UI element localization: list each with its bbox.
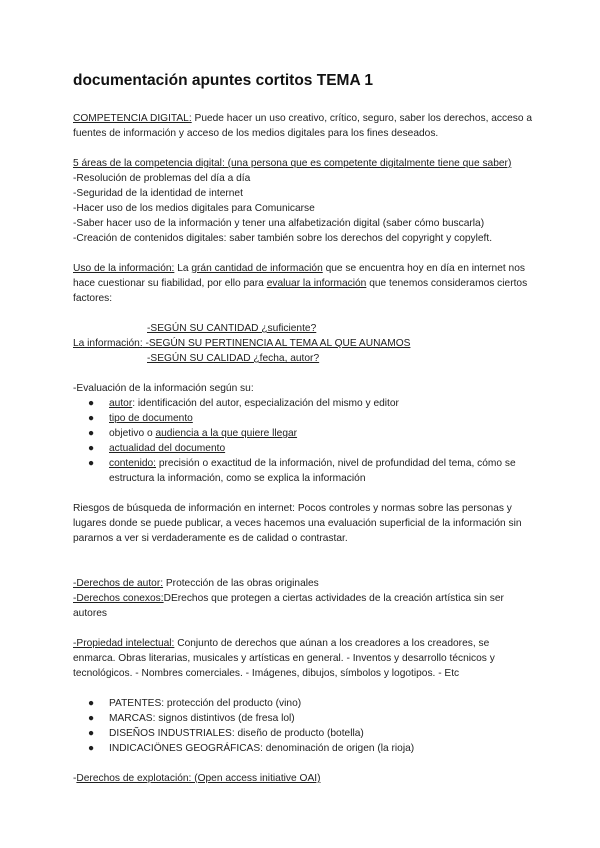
uso-text: La: [174, 263, 192, 274]
uso-paragraph: [73, 261, 533, 306]
bullet-icon: ●: [88, 728, 95, 739]
derechos-autor-text: Protección de las obras originales: [163, 578, 319, 589]
derechos-conexos-text: DErechos que protegen a ciertas actividades de la creación artística sin ser autores: [73, 593, 504, 619]
propiedad-item-text: DISEÑOS INDUSTRIALES: diseño de producto (botella): [109, 728, 364, 739]
bullet-icon: ●: [88, 413, 95, 424]
propiedad-item-text: MARCAS: signos distintivos (de fresa lol): [109, 713, 295, 724]
list-item: [88, 711, 533, 726]
informacion-label: La información:: [73, 338, 143, 349]
factor-cantidad-text: -SEGÚN SU CANTIDAD ¿suficiente?: [147, 323, 317, 334]
area-item: -Seguridad de la identidad de internet: [73, 188, 243, 199]
bullet-icon: ●: [88, 398, 95, 409]
derechos-autor: [73, 576, 533, 591]
contenido-text: precisión o exactitud de la información, nivel de profundidad del tema, cómo se estructura la información, como se explica la información: [109, 458, 516, 484]
factor-pertinencia: [73, 336, 533, 351]
competencia-paragraph: [73, 111, 533, 141]
area-item: -Creación de contenidos digitales: saber también sobre los derechos del copyright y copyleft.: [73, 233, 493, 244]
area-item: -Resolución de problemas del día a día: [73, 173, 251, 184]
evaluacion-intro: -Evaluación de la información según su:: [73, 383, 254, 394]
derechos-conexos-label: -Derechos conexos:: [73, 593, 164, 604]
document-content: [73, 71, 533, 786]
uso-highlight: grán cantidad de información: [191, 263, 323, 274]
factor-pertinencia-text: -SEGÚN SU PERTINENCIA AL TEMA AL QUE AUNAMOS: [142, 338, 411, 349]
bullet-icon: ●: [88, 743, 95, 754]
propiedad-label: -Propiedad intelectual:: [73, 638, 175, 649]
explotacion-dash: -: [73, 773, 77, 784]
uso-label: Uso de la información:: [73, 263, 175, 274]
bullet-icon: ●: [88, 428, 95, 439]
propiedad-paragraph: [73, 636, 533, 681]
factor-calidad-text: -SEGÚN SU CALIDAD ¿fecha, autor?: [147, 353, 320, 364]
evaluacion-list: [73, 396, 533, 486]
list-item: [88, 396, 533, 411]
propiedad-list: [73, 696, 533, 756]
list-item: [88, 426, 533, 441]
bullet-icon: ●: [88, 443, 95, 454]
competencia-label: COMPETENCIA DIGITAL:: [73, 113, 192, 124]
bullet-icon: ●: [88, 713, 95, 724]
document-title: documentación apuntes cortitos TEMA 1: [73, 72, 373, 89]
propiedad-item-text: INDICACIÖNES GEOGRÁFICAS: denominación de origen (la rioja): [109, 743, 415, 754]
autor-label: autor: [109, 398, 133, 409]
tipo-text: tipo de documento: [109, 413, 193, 424]
propiedad-item-text: PATENTES: protección del producto (vino): [109, 698, 302, 709]
list-item: [88, 456, 533, 486]
derechos-conexos: [73, 591, 533, 621]
explotacion-heading: [73, 771, 533, 786]
area-item: -Hacer uso de los medios digitales para Comunicarse: [73, 203, 315, 214]
derechos-autor-label: -Derechos de autor:: [73, 578, 164, 589]
areas-heading: 5 áreas de la competencia digital: (una persona que es competente digitalmente tiene que saber): [73, 158, 512, 169]
explotacion-label: Derechos de explotación: (Open access initiative OAI): [76, 773, 321, 784]
list-item: [88, 726, 533, 741]
uso-text: que tenemos consideramos ciertos factores:: [73, 278, 528, 304]
contenido-label: contenido:: [109, 458, 157, 469]
riesgos-paragraph: Riesgos de búsqueda de información en internet: Pocos controles y normas sobre las personas y lugares donde se puede publicar, a veces hacemos una evaluación superficial de la información sin pararnos a ver si verdaderamente es de calidad o contrastar.: [73, 503, 522, 544]
uso-highlight: evaluar la información: [266, 278, 367, 289]
objetivo-text: objetivo o: [109, 428, 156, 439]
autor-text: : identificación del autor, especialización del mismo y editor: [132, 398, 399, 409]
list-item: [88, 696, 533, 711]
list-item: [88, 441, 533, 456]
bullet-icon: ●: [88, 458, 95, 469]
uso-text: que se encuentra hoy en día en internet nos hace cuestionar su fiabilidad, por ello para: [73, 263, 525, 289]
actualidad-text: actualidad del documento: [109, 443, 226, 454]
list-item: [88, 741, 533, 756]
factor-cantidad: [73, 321, 533, 336]
competencia-text: Puede hacer un uso creativo, crítico, seguro, saber los derechos, acceso a fuentes de información y acceso de los medios digitales para los fines deseados.: [73, 113, 533, 139]
factor-calidad: [73, 351, 533, 366]
area-item: -Saber hacer uso de la información y tener una alfabetización digital (saber cómo buscarla): [73, 218, 485, 229]
propiedad-text: Conjunto de derechos que aúnan a los creadores a los creadores, se enmarca. Obras literarias, musicales y artísticas en general. - Inventos y desarrollo técnicos y tecnológicos. - Nombres comerciales. - Imágenes, dibujos, símbolos y logotipos. - Etc: [73, 638, 495, 679]
bullet-icon: ●: [88, 698, 95, 709]
audiencia-text: audiencia a la que quiere llegar: [155, 428, 298, 439]
list-item: [88, 411, 533, 426]
